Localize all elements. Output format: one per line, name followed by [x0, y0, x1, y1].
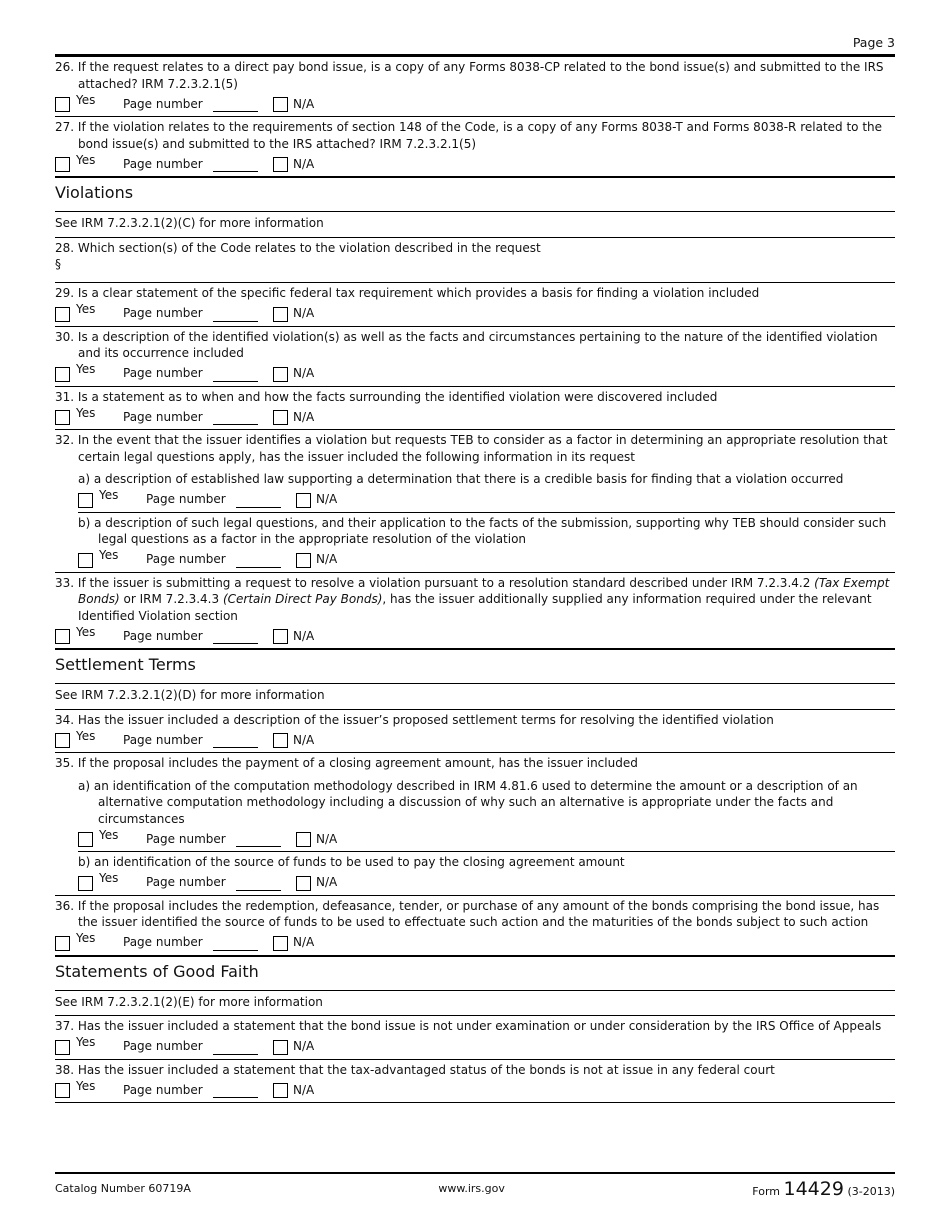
page-number-label: Page number — [146, 492, 226, 506]
na-checkbox[interactable] — [296, 832, 311, 847]
na-checkbox[interactable] — [273, 1040, 288, 1055]
page-number-field[interactable] — [213, 367, 258, 382]
page-number-field[interactable] — [213, 936, 258, 951]
footer-rule — [55, 1172, 895, 1174]
page-number-field[interactable] — [213, 410, 258, 425]
yes-checkbox[interactable] — [78, 832, 93, 847]
question-32b — [55, 513, 895, 568]
question-text: 31. Is a statement as to when and how the facts surrounding the identified violation were discovered included — [55, 389, 718, 404]
na-checkbox[interactable] — [296, 876, 311, 891]
answer-row — [55, 624, 895, 644]
see-reference: See IRM 7.2.3.2.1(2)(E) for more information — [55, 994, 323, 1009]
yes-label: Yes — [76, 362, 96, 376]
na-label: N/A — [293, 306, 315, 320]
page-number-field[interactable] — [213, 629, 258, 644]
page-number-field[interactable] — [213, 1040, 258, 1055]
na-checkbox[interactable] — [273, 97, 288, 112]
na-label: N/A — [293, 1082, 315, 1097]
subquestion-text: b) an identification of the source of funds to be used to pay the closing agreement amount — [78, 855, 625, 869]
yes-label: Yes — [99, 488, 119, 502]
section-heading-violations: Violations — [55, 183, 134, 202]
question-32 — [55, 430, 895, 508]
section-heading-good-faith: Statements of Good Faith — [55, 961, 259, 981]
na-checkbox[interactable] — [273, 1083, 288, 1098]
answer-row — [55, 1078, 895, 1098]
page-number-field[interactable] — [236, 553, 281, 568]
page-number-label: Page 3 — [852, 35, 895, 50]
question-34 — [55, 710, 895, 749]
na-label: N/A — [293, 366, 315, 380]
answer-row — [78, 548, 895, 568]
answer-row — [55, 362, 895, 382]
yes-checkbox[interactable] — [55, 97, 70, 112]
question-text: 30. Is a description of the identified violation(s) as well as the facts and circumstances pertaining to the nature of the identified violation and its occurrence included — [55, 329, 878, 360]
question-text: 35. If the proposal includes the payment of a closing agreement amount, has the issuer included — [55, 756, 638, 770]
na-checkbox[interactable] — [273, 410, 288, 425]
question-31 — [55, 387, 895, 426]
page-number-label: Page number — [146, 831, 226, 846]
form-body — [55, 54, 895, 1103]
na-label: N/A — [293, 732, 315, 747]
page-number-label: Page number — [123, 409, 203, 424]
yes-checkbox[interactable] — [78, 876, 93, 891]
yes-checkbox[interactable] — [55, 410, 70, 425]
answer-row — [55, 931, 895, 951]
question-text: 27. If the violation relates to the requirements of section 148 of the Code, is a copy of any Forms 8038-T and Forms 8038-R related to the bond issue(s) and submitted to the IRS attached? IRM 7.2.3.2.1(5) — [55, 120, 883, 151]
na-label: N/A — [316, 875, 338, 889]
yes-label: Yes — [76, 1078, 96, 1093]
na-label: N/A — [316, 831, 338, 846]
section-heading-settlement-terms: Settlement Terms — [55, 655, 196, 674]
yes-checkbox[interactable] — [78, 493, 93, 508]
answer-row — [55, 405, 895, 425]
na-label: N/A — [316, 552, 338, 566]
yes-label: Yes — [76, 728, 96, 743]
yes-label: Yes — [76, 624, 96, 639]
page-number-field[interactable] — [213, 307, 258, 322]
na-checkbox[interactable] — [296, 493, 311, 508]
page-number-label: Page number — [146, 552, 226, 566]
yes-label: Yes — [76, 1035, 96, 1049]
yes-checkbox[interactable] — [55, 733, 70, 748]
yes-checkbox[interactable] — [55, 629, 70, 644]
page-number-label: Page number — [146, 875, 226, 889]
question-text: 26. If the request relates to a direct pay bond issue, is a copy of any Forms 8038-CP related to the bond issue(s) and submitted to the IRS attached? IRM 7.2.3.2.1(5) — [55, 60, 884, 91]
yes-label: Yes — [76, 152, 96, 167]
page-number-field[interactable] — [213, 1083, 258, 1098]
na-checkbox[interactable] — [273, 733, 288, 748]
question-28 — [55, 238, 895, 277]
answer-row — [55, 152, 895, 172]
question-36 — [55, 896, 895, 951]
page-number-label: Page number — [123, 628, 203, 643]
section-symbol[interactable]: § — [55, 257, 61, 271]
yes-checkbox[interactable] — [55, 936, 70, 951]
subquestion-text: a) a description of established law supporting a determination that there is a credible basis for finding that a violation occurred — [78, 472, 844, 486]
page-number-label: Page number — [123, 366, 203, 380]
na-checkbox[interactable] — [273, 629, 288, 644]
question-text: 28. Which section(s) of the Code relates to the violation described in the request — [55, 240, 541, 255]
subquestion-text: b) a description of such legal questions, and their application to the facts of the submission, supporting why TEB should consider such legal questions as a factor in the appropriate resolution of the violation — [78, 515, 887, 546]
question-26 — [55, 57, 895, 112]
page-number-field[interactable] — [236, 493, 281, 508]
na-checkbox[interactable] — [273, 367, 288, 382]
question-35b — [55, 852, 895, 891]
yes-checkbox[interactable] — [55, 307, 70, 322]
na-label: N/A — [316, 492, 338, 506]
page-number-label: Page number — [123, 1039, 203, 1053]
na-checkbox[interactable] — [273, 157, 288, 172]
answer-row — [78, 871, 895, 891]
yes-checkbox[interactable] — [78, 553, 93, 568]
yes-label: Yes — [99, 871, 119, 885]
form-page — [55, 0, 895, 1230]
page-number-field[interactable] — [213, 97, 258, 112]
page-number-field[interactable] — [213, 157, 258, 172]
yes-checkbox[interactable] — [55, 367, 70, 382]
yes-checkbox[interactable] — [55, 1040, 70, 1055]
yes-label: Yes — [76, 931, 96, 945]
question-text: 37. Has the issuer included a statement that the bond issue is not under examination or under consideration by the IRS Office of Appeals — [55, 1019, 882, 1033]
yes-checkbox[interactable] — [55, 1083, 70, 1098]
yes-label: Yes — [76, 405, 96, 420]
answer-row — [55, 302, 895, 322]
yes-checkbox[interactable] — [55, 157, 70, 172]
question-27 — [55, 117, 895, 172]
catalog-number: Catalog Number 60719A — [55, 1182, 191, 1195]
answer-row — [78, 827, 895, 847]
page-number-label: Page number — [123, 935, 203, 949]
yes-label: Yes — [76, 302, 96, 316]
question-30 — [55, 327, 895, 382]
answer-row — [55, 728, 895, 748]
yes-label: Yes — [76, 92, 96, 107]
yes-label: Yes — [99, 548, 119, 562]
question-35 — [55, 753, 895, 847]
question-29 — [55, 283, 895, 322]
page-number-field[interactable] — [236, 832, 281, 847]
see-reference: See IRM 7.2.3.2.1(2)(C) for more information — [55, 216, 324, 230]
question-text: 36. If the proposal includes the redemption, defeasance, tender, or purchase of any amount of the bonds comprising the bond issue, has the issuer identified the source of funds to be used to effectuate such action and the maturities of the bonds subject to such action — [55, 898, 880, 929]
form-id: Form 14429 (3-2013) — [752, 1178, 895, 1200]
question-text: 34. Has the issuer included a description of the issuer’s proposed settlement terms for resolving the identified violation — [55, 712, 774, 727]
footer — [55, 1178, 895, 1201]
na-checkbox[interactable] — [273, 936, 288, 951]
question-text: 32. In the event that the issuer identifies a violation but requests TEB to consider as a factor in determining an appropriate resolution that certain legal questions apply, has the issuer included the following information in its request — [55, 433, 888, 464]
answer-row — [55, 92, 895, 112]
question-text: 33. If the issuer is submitting a request to resolve a violation pursuant to a resolution standard described under IRM 7.2.3.4.2 (Tax Exempt Bonds) or IRM 7.2.3.4.3 (Certain Direct Pay Bonds), has the issuer additionally supplied any information required under the relevant Identified Violation section — [55, 575, 890, 623]
question-38 — [55, 1060, 895, 1099]
subquestion-text: a) an identification of the computation methodology described in IRM 4.81.6 used to determine the amount or a description of an alternative computation methodology including a discussion of why such an alternative is appropriate under the facts and circumstances — [78, 778, 858, 826]
question-32a — [55, 471, 895, 508]
na-checkbox[interactable] — [296, 553, 311, 568]
page-number-label: Page number — [123, 306, 203, 320]
question-text: 29. Is a clear statement of the specific federal tax requirement which provides a basis for finding a violation included — [55, 286, 760, 300]
na-label: N/A — [293, 1039, 315, 1053]
answer-row — [55, 1035, 895, 1055]
na-label: N/A — [293, 156, 315, 171]
question-33 — [55, 573, 895, 645]
page-number-label: Page number — [123, 96, 203, 111]
na-label: N/A — [293, 935, 315, 949]
see-reference: See IRM 7.2.3.2.1(2)(D) for more information — [55, 688, 325, 702]
na-checkbox[interactable] — [273, 307, 288, 322]
page-number-label: Page number — [123, 156, 203, 171]
question-37 — [55, 1016, 895, 1055]
na-label: N/A — [293, 96, 315, 111]
page-number-label: Page number — [123, 732, 203, 747]
na-label: N/A — [293, 628, 315, 643]
page-number-field[interactable] — [213, 733, 258, 748]
question-text: 38. Has the issuer included a statement that the tax-advantaged status of the bonds is not at issue in any federal court — [55, 1062, 775, 1077]
question-35a — [55, 778, 895, 848]
yes-label: Yes — [99, 827, 119, 842]
page-number-field[interactable] — [236, 876, 281, 891]
website-link[interactable]: www.irs.gov — [438, 1182, 505, 1195]
na-label: N/A — [293, 409, 315, 424]
page-number-label: Page number — [123, 1082, 203, 1097]
answer-row — [78, 488, 895, 508]
